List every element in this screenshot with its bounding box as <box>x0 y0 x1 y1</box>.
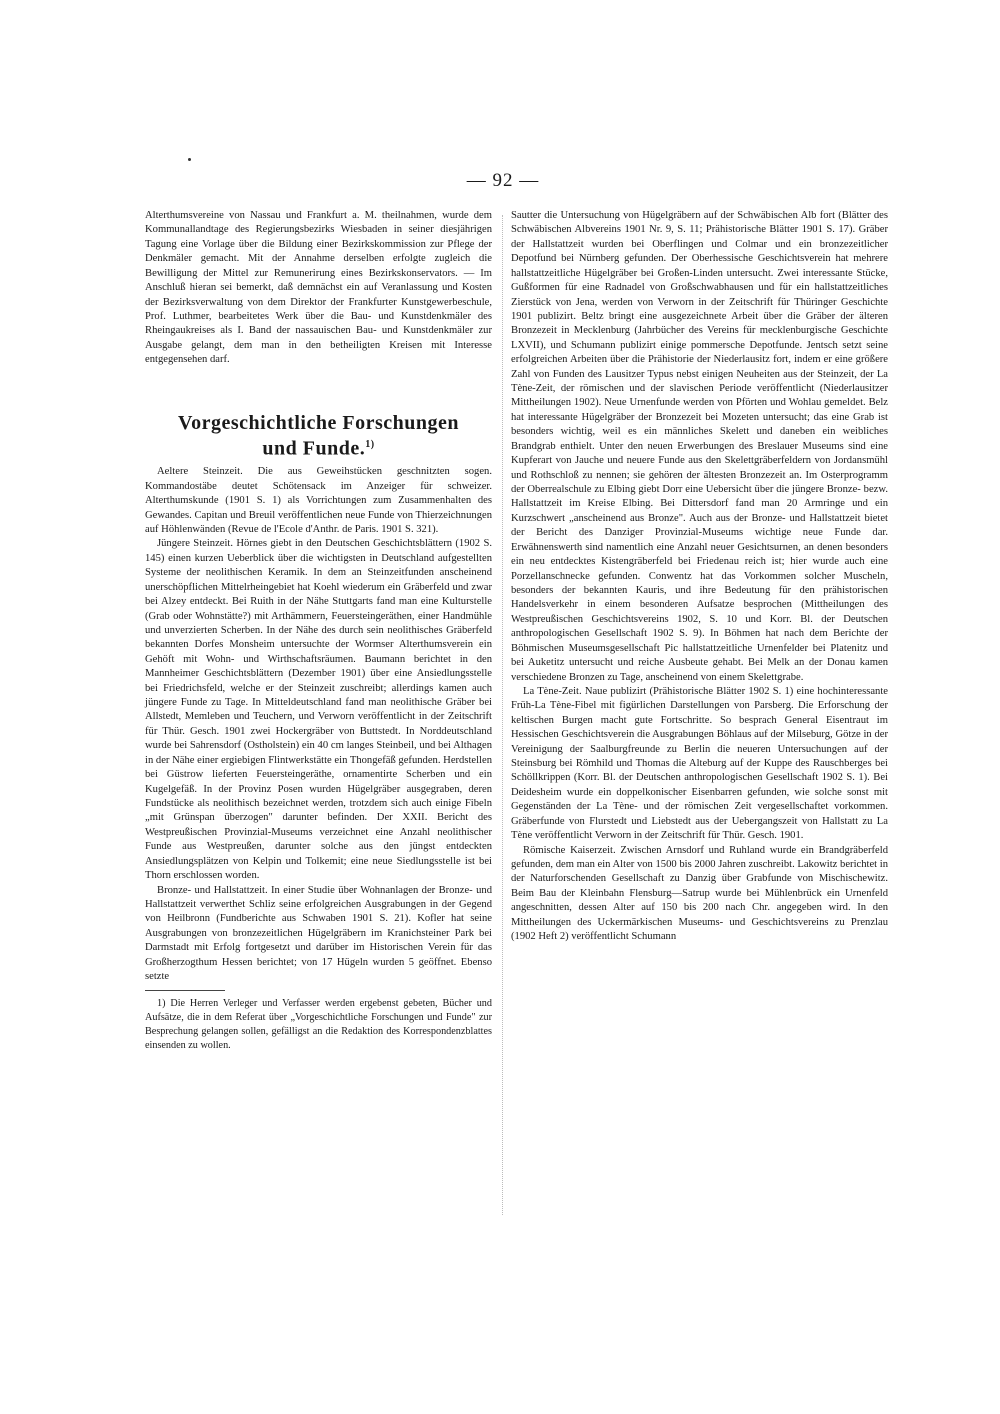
section-heading <box>145 412 492 460</box>
paragraph-juengere-steinzeit: Jüngere Steinzeit. Hörnes giebt in den Deutschen Geschichtsblättern (1902 S. 145) einen kurzen Ueberblick über die wichtigsten in Deutschland aufgestellten Systeme der neolithischen Keramik. In dem an Steinzeitfunden anscheinend unerschöpflichen Mittelrheingebiet hat Koehl wiederum ein Gräberfeld und zwar bei Alzey entdeckt. Bei Ruith in der Nähe Stuttgarts fand man eine Kulturstelle (Grab oder Wohnstätte?) mit Arthämmern, Feuersteingeräthen, einer Handmühle und unverzierten Scherben. In der Nähe des durch sein neolithisches Gräberfeld bekannten Dorfes Monsheim untersuchte der Wormser Alterthumsverein ein Gehöft mit Wohn- und Wirthschaftsräumen. Baumann berichtet in den Mannheimer Geschichtsblättern (Dezember 1901) über eine Ansiedlungsstelle bei Friedrichsfeld, welche er der Steinzeit zuschreibt; allerdings kamen auch jüngere Funde zu Tage. In Mitteldeutschland fand man neolithische Gräber bei Allstedt, Memleben und Teuchern, und Verworn veröffentlicht in der Zeitschrift für Thür. Gesch. 1901 zwei Hockergräber von Buttstedt. In Norddeutschland wurde bei Sahrensdorf (Ostholstein) ein 40 cm langes Steinbeil, und bei Althagen in der Nähe einer ergiebigen Flintwerkstätte ein Thongefäß gefunden. Herdstellen bei Güstrow lieferten Feuersteingeräthe, ornamentirte Scherben und ein Kugelgefäß. In der Provinz Posen wurden Hügelgräber ausgegraben, deren Fundstücke als neolithisch bezeichnet werden, trotzdem sich auch einige Fibeln „mit Grünspan überzogen" darunter befinden. Der XXII. Bericht des Westpreußischen Provinzial-Museums verzeichnet eine Anzahl neolithischer Funde aus Westpreußen, darunter solche aus den jüngst entdeckten Ansiedlungsplätzen von Kelpin und Tolkemit; eine neue Siedlungsstelle ist bei Thorn erschlossen worden. <box>145 538 492 882</box>
heading-line-2 <box>145 434 492 460</box>
footnote-rule <box>145 990 225 991</box>
right-column <box>511 209 888 945</box>
intro-paragraph: Alterthumsvereine von Nassau und Frankfurt a. M. theilnahmen, wurde dem Kommunallandtage des Regierungsbezirks Wiesbaden in seiner diesjährigen Tagung eine Vorlage über die Bildung einer Bezirkskommission zur Pflege der Denkmäler gemacht. Mit der Annahme derselben erfolgte zugleich die Bewilligung der Mittel zur Remunerirung eines Bezirkskonservators. — Im Anschluß hieran sei bemerkt, daß demnächst ein auf Veranlassung und Kosten der Bezirksverwaltung von dem Direktor der Frankfurter Kunstgewerbeschule, Prof. Luthmer, bearbeitetes Werk über die Bau- und Kunstdenkmäler des Rheingaukreises als I. Band der nassauischen Bau- und Kunstdenkmäler zur Ausgabe gelangt, dem man in den betheiligten Kreisen mit Interesse entgegensehen darf. <box>145 210 492 366</box>
left-column <box>145 209 492 1053</box>
paragraph-bronze-continued: Sautter die Untersuchung von Hügelgräbern auf der Schwäbischen Alb fort (Blätter des Schwäbischen Albvereins 1901 Nr. 9, S. 11; Prähistorische Blätter 1901 S. 17). Gräber der Hallstattzeit wurden bei Oberflingen und Colmar und ein bronzezeitlicher Depotfund bei Nürnberg gefunden. Der Oberhessische Geschichtsverein hat mehrere hallstattzeitliche Hügelgräber bei Großen-Linden untersucht. Zwei interessante Stücke, Gußformen für eine Radnadel von Großschwabhausen und für ein hallstattzeitliches Zierstück von Jena, werden von Verworn in der Zeitschrift für Thüringer Geschichte 1901 publizirt. Beltz bringt eine ausgezeichnete Arbeit über die Gräber der älteren Bronzezeit in Mecklenburg (Jahrbücher des Vereins für mecklenburgische Geschichte LXVII), und Schumann publizirt einige pommersche Depotfunde. Jentsch setzt seine erfolgreichen Arbeiten über die Prähistorie der Niederlausitz fort, indem er eine größere Zahl von Funden des Lausitzer Typus nebst einigen Neuheiten aus der Steinzeit, der La Tène-Zeit, der römischen und der slavischen Periode veröffentlicht (Niederlausitzer Mittheilungen 1902). Neue Urnenfunde werden von Pförten und Wohlau gemeldet. Belz hat interessante Hügelgräber der Bronzezeit bei Mozeten untersucht; das eine Grab ist besonders wichtig, weil es ein männliches Skelett und daneben ein weibliches Brandgrab enthielt. Unter den neuen Erwerbungen des Breslauer Museums sind eine Kupferart von Jauche und neuere Funde aus den Skelettgräberfeldern von Jordansmühl und Rothschloß zu nennen; sie gehören der ältesten Bronzezeit an. Im Osterprogramm der Oberrealschule zu Elbing giebt Dorr eine Uebersicht über die jüngere Bronze- bezw. Hallstattzeit im Kreise Elbing. Bei Dittersdorf fand man 20 Armringe und ein Kurzschwert „anscheinend aus Bronze". Auch aus der Bronze- und Hallstattzeit bietet der Bericht des Danziger Provinzial-Museums wichtige neue Funde dar. Erwähnenswerth sind namentlich eine Anzahl neuer Gesichtsurnen, an denen besonders ein neu entdecktes Kistengräberfeld bei Friedenau reich ist; hier wurde auch eine Porzellanschnecke gefunden. Conwentz hat das Vorkommen solcher Muscheln, besonders der bekannten Kauris, und ihre Bedeutung für den prähistorischen Handelsverkehr in einem besonderen Aufsatze besprochen (Mittheilungen des Westpreußischen Geschichtsvereins 1902, S. 10 und Korr. Bl. der Deutschen anthropologischen Gesellschaft 1902 S. 9). In Böhmen hat nach dem Berichte der Böhmischen Museumsgesellschaft Pic hallstattzeitliche Urnenfelder bei Platenitz und bei Auketitz untersucht und reiche Ausbeute gehabt. Bei Melk an der Donau kamen verschiedene Bronzen zu Tage, anscheinend von einem Skelettgrabe. <box>511 210 888 683</box>
heading-footnote-ref: 1) <box>365 438 375 450</box>
section-spacer <box>145 368 492 398</box>
footnote: 1) Die Herren Verleger und Verfasser werden ergebenst gebeten, Bücher und Aufsätze, die in dem Referat über „Vorgeschichtliche Forschungen und Funde" zur Besprechung gelangen sollen, gefälligst an die Redaktion des Korrespondenzblattes einsenden zu wollen. <box>145 998 492 1051</box>
paragraph-la-tene: La Tène-Zeit. Naue publizirt (Prähistorische Blätter 1902 S. 1) eine hochinteressante Früh-La Tène-Fibel mit figürlichen Darstellungen von Parsberg. Die Erforschung der keltischen Burgen macht gute Fortschritte. So besprach General Eisentraut im Hessischen Geschichtsverein die Ausgrabungen Böhlaus auf der Milseburg, Götze in der Vereinigung der Saalburgfreunde zu Berlin die neueren Untersuchungen auf der Steinsburg bei Römhild und Thomas die Alteburg auf der Kuppe des Rauschberges bei Schöllkrippen (Korr. Bl. der Deutschen anthropologischen Gesellschaft 1902 S. 1). Bei Deidesheim wurde ein doppelkonischer Eisenbarren gefunden, wie solche sonst mit Gegenständen der La Tène- und der römischen Zeit vergesellschaftet vorkommen. Gräberfunde von Flurstedt und Liebstedt aus der Uebergangszeit von Hallstatt zu La Tène veröffentlicht Verworn in der Zeitschrift für Thür. Gesch. 1901. <box>511 685 888 842</box>
heading-line-1: Vorgeschichtliche Forschungen <box>178 411 459 434</box>
page-number: — 92 — <box>466 170 540 191</box>
paragraph-bronze-hallstatt: Bronze- und Hallstattzeit. In einer Studie über Wohnanlagen der Bronze- und Hallstattzeit verwerthet Schliz seine erfolgreichen Ausgrabungen in der Gegend von Heilbronn (Fundberichte aus Schwaben 1901 S. 21). Kofler hat seine Ausgrabungen von bronzezeitlichen Hügelgräbern im Kranichsteiner Park bei Darmstadt mit Erfolg fortgesetzt und darüber im Historischen Verein für das Großherzogthum Hessen berichtet; von 17 Hügeln wurden 5 geöffnet. Ebenso setzte <box>145 884 492 983</box>
paragraph-roemische-kaiserzeit: Römische Kaiserzeit. Zwischen Arnsdorf und Ruhland wurde ein Brandgräberfeld gefunden, dem man ein Alter von 1500 bis 2000 Jahren zuschreibt. Lakowitz berichtet in der Naturforschenden Gesellschaft zu Danzig über Grabfunde von Mischischewitz. Beim Bau der Kleinbahn Flensburg—Satrup wurde bei Mühlenbrück ein Urnenfeld angeschnitten, dessen Alter auf 150 bis 200 nach Chr. angegeben wird. In den Mittheilungen des Uckermärkischen Museums- und Geschichtsvereins zu Prenzlau (1902 Heft 2) veröffentlicht Schumann <box>511 844 888 943</box>
column-divider <box>502 215 503 1215</box>
paragraph-aeltere-steinzeit: Aeltere Steinzeit. Die aus Geweihstücken geschnitzten sogen. Kommandostäbe deutet Schötensack im Anzeiger für schweizer. Alterthumskunde (1901 S. 1) als Vorrichtungen zum Zusammenhalten des Gewandes. Capitan und Breuil veröffentlichen neue Funde von Thierzeichnungen auf Höhlenwänden (Revue de l'Ecole d'Anthr. de Paris. 1901 S. 321). <box>145 466 492 535</box>
heading-line-2-text: und Funde. <box>262 437 366 460</box>
printer-mark-dot <box>188 158 191 161</box>
